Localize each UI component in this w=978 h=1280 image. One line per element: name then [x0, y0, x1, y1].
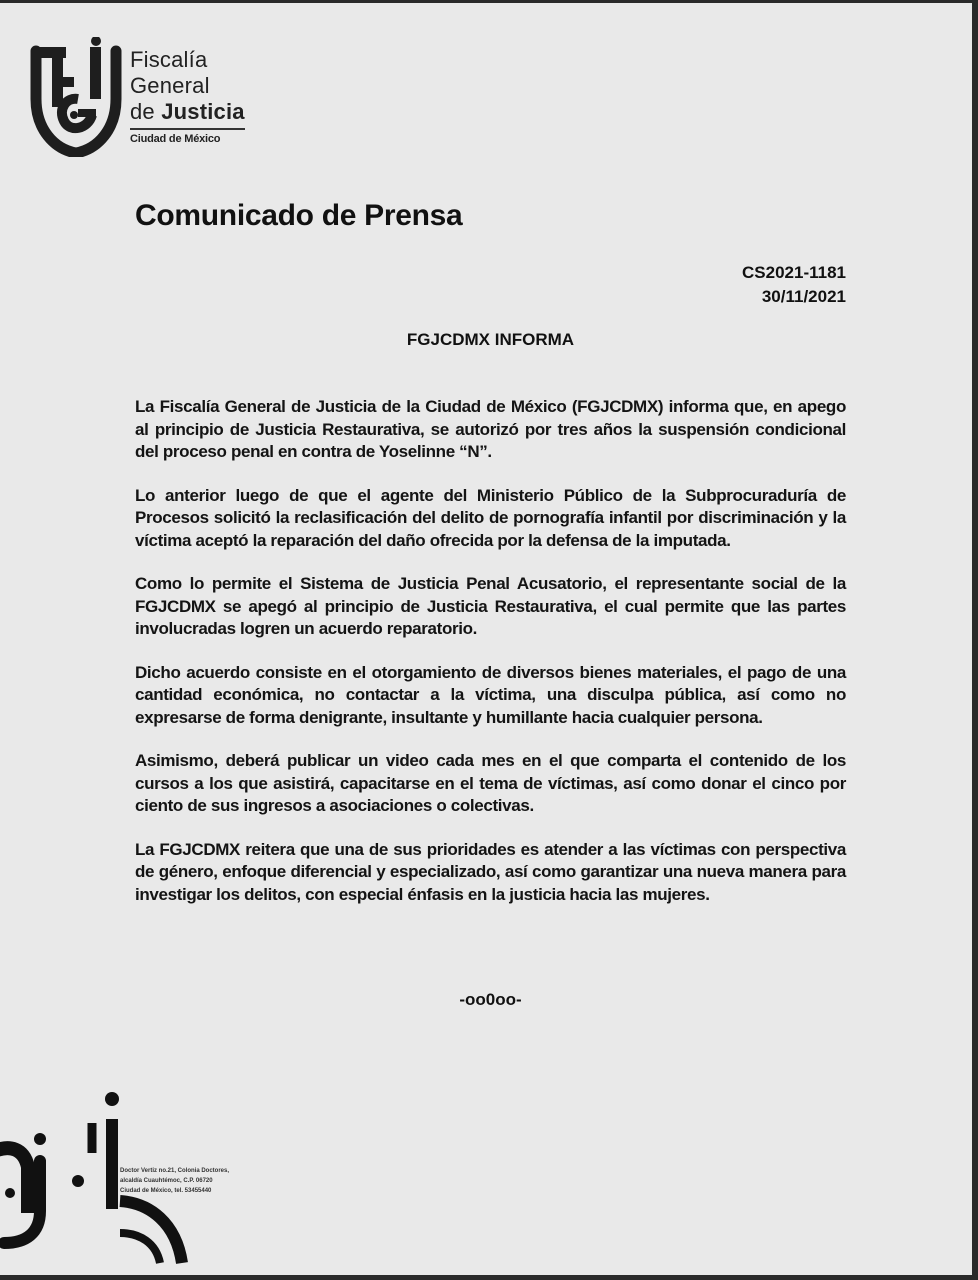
- address-line: alcaldía Cuauhtémoc, C.P. 06720: [120, 1178, 213, 1184]
- paragraph: Dicho acuerdo consiste en el otorgamiento de diversos bienes materiales, el pago de una cantidad económica, no contactar a la víctima, una disculpa pública, así como no expresarse de forma denigrante, insultante y humillante hacia cualquier persona.: [135, 662, 846, 727]
- closing-mark: -oo0oo-: [459, 990, 522, 1009]
- fgj-logo: [30, 37, 270, 161]
- logo-subtitle: Ciudad de México: [130, 128, 245, 145]
- paragraph: Como lo permite el Sistema de Justicia Penal Acusatorio, el representante social de la FGJCDMX se apegó al principio de Justicia Restaurativa, el cual permite que las partes involucradas logren un acuerdo reparatorio.: [135, 574, 846, 638]
- logo-line-2: General: [130, 73, 210, 98]
- logo-line-3: [130, 99, 245, 125]
- paragraph: Lo anterior luego de que el agente del Ministerio Público de la Subprocuraduría de Procesos solicitó la reclasificación del delito de pornografía infantil por discriminación y la víctima aceptó la reparación del daño ofrecida por la defensa de la imputada.: [135, 485, 846, 550]
- address-line: Ciudad de México, tel. 53455440: [120, 1188, 212, 1194]
- paragraph: Asimismo, deberá publicar un video cada mes en el que comparta el contenido de los cursos a los que asistirá, capacitarse en el tema de víctimas, así como donar el cinco por ciento de sus ingresos a asociaciones o colectivas.: [135, 751, 846, 815]
- paragraph: La Fiscalía General de Justicia de la Ciudad de México (FGJCDMX) informa que, en apego al principio de Justicia Restaurativa, se autorizó por tres años la suspensión condicional del proceso penal en contra de Yoselinne “N”.: [135, 397, 846, 461]
- section-heading: FGJCDMX INFORMA: [406, 330, 575, 349]
- logo-line-3-prefix: de: [130, 99, 155, 124]
- paragraph: La FGJCDMX reitera que una de sus prioridades es atender a las víctimas con perspectiva de género, enfoque diferencial y especializado, así como garantizar una nueva manera para investigar los delitos, con especial énfasis en la justicia hacia las mujeres.: [135, 839, 846, 904]
- document-title: Comunicado de Prensa: [135, 199, 463, 232]
- reference-date: 30/11/2021: [761, 287, 846, 306]
- footer-address: [120, 1166, 270, 1196]
- logo-wordmark: [130, 47, 245, 145]
- address-line: Doctor Vertiz no.21, Colonia Doctores,: [120, 1168, 230, 1174]
- body-text: [135, 396, 846, 927]
- logo-line-1: Fiscalía: [130, 47, 208, 72]
- reference-code: CS2021-1181: [742, 263, 846, 282]
- reference-block: [742, 261, 846, 309]
- fgj-monogram-icon: [30, 37, 122, 157]
- press-release-page: [0, 3, 972, 1275]
- logo-line-3-bold: Justicia: [161, 99, 245, 124]
